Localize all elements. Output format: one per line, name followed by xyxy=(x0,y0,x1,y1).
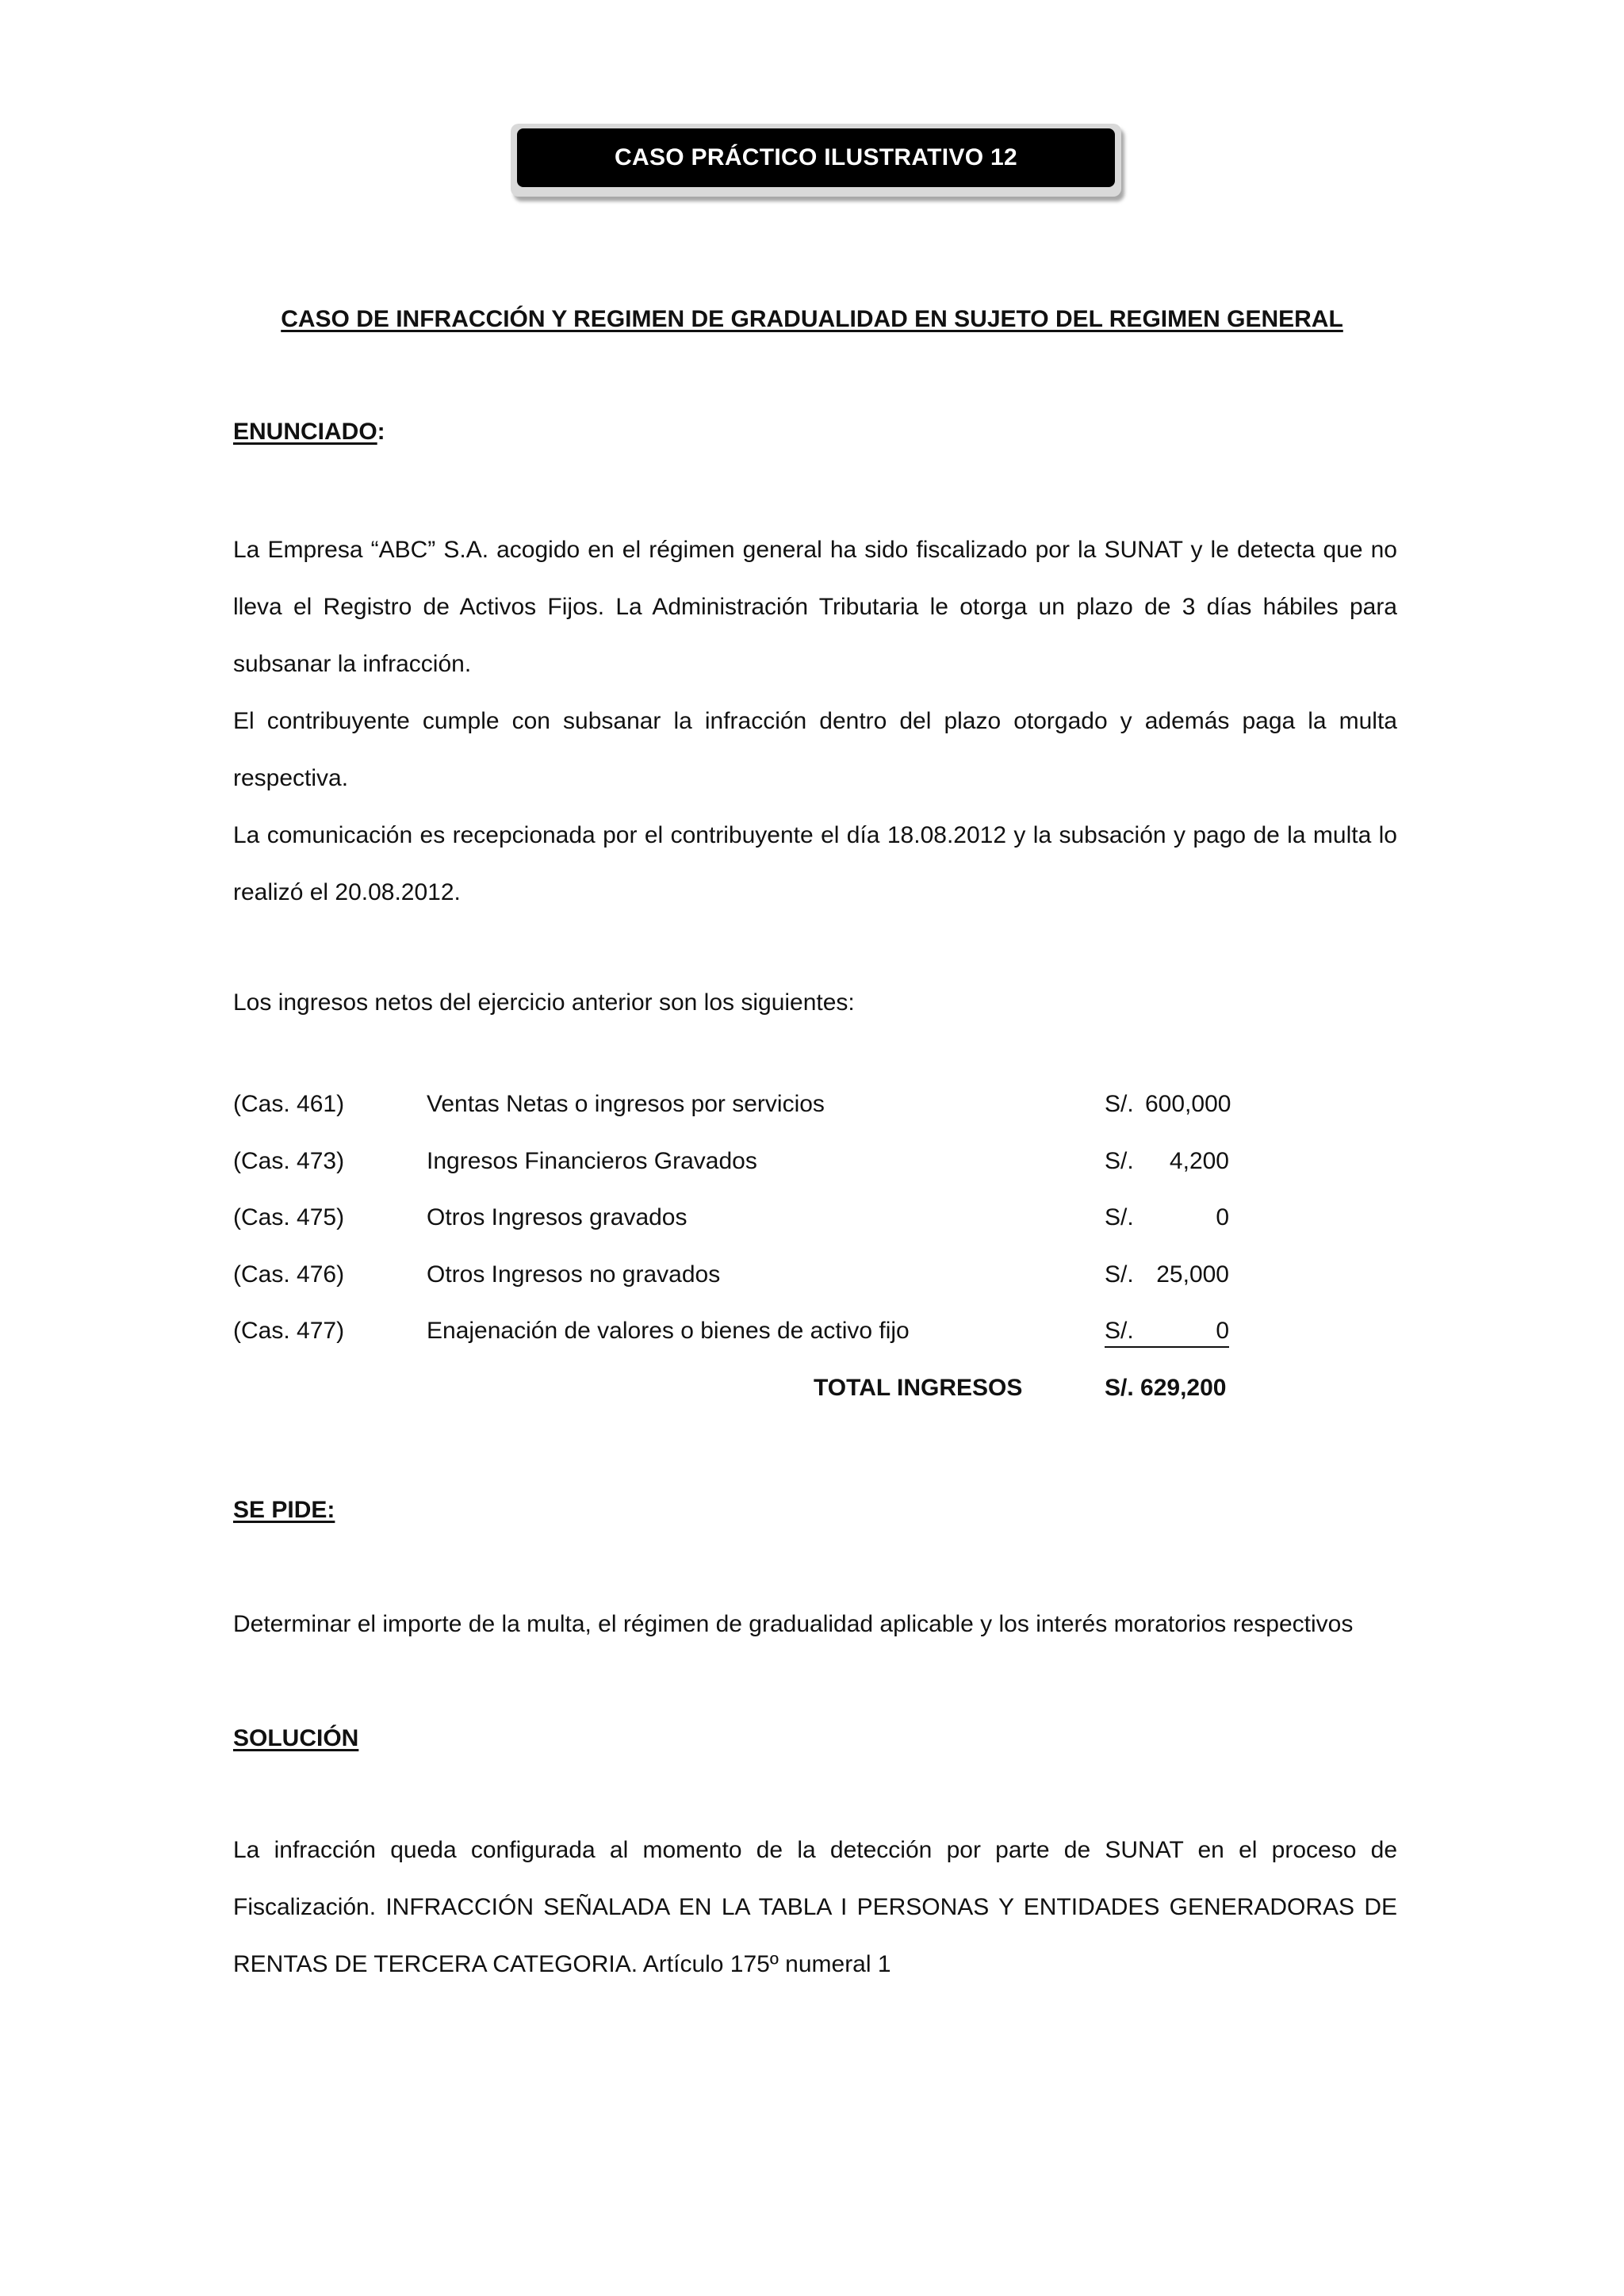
se-pide-text: Determinar el importe de la multa, el régimen de gradualidad aplicable y los interés moratorios respectivos xyxy=(233,1611,1354,1637)
case-banner xyxy=(511,124,1121,197)
row-description: Ventas Netas o ingresos por servicios xyxy=(427,1091,825,1117)
row-description: Otros Ingresos gravados xyxy=(427,1204,688,1230)
enunciado-heading xyxy=(233,419,385,446)
row-code: (Cas. 475) xyxy=(233,1204,345,1230)
income-table xyxy=(233,1091,1264,1431)
row-description: Ingresos Financieros Gravados xyxy=(427,1147,757,1174)
row-description: Enajenación de valores o bienes de activo fijo xyxy=(427,1318,910,1344)
row-amount: 0 xyxy=(1216,1318,1229,1344)
row-amount: 4,200 xyxy=(1169,1147,1229,1174)
row-code: (Cas. 473) xyxy=(233,1147,345,1174)
table-row xyxy=(233,1261,1264,1318)
row-code: (Cas. 477) xyxy=(233,1318,345,1344)
enunciado-paragraph-1: La Empresa “ABC” S.A. acogido en el régimen general ha sido fiscalizado por la SUNAT y le detecta que no lleva el Registro de Activos Fijos. La Administración Tributaria le otorga un plazo de 3 días hábiles para subsanar la infracción. xyxy=(233,537,1397,677)
row-code: (Cas. 476) xyxy=(233,1261,345,1288)
solucion-heading xyxy=(233,1725,358,1752)
enunciado-paragraph-2: El contribuyente cumple con subsanar la infracción dentro del plazo otorgado y además paga la multa respectiva. xyxy=(233,708,1397,791)
row-amount: 600,000 xyxy=(1145,1091,1231,1117)
table-total-row xyxy=(233,1375,1264,1432)
solucion-paragraph xyxy=(233,1822,1397,1993)
row-code: (Cas. 461) xyxy=(233,1091,345,1117)
row-currency: S/. xyxy=(1105,1091,1134,1117)
enunciado-paragraph-3: La comunicación es recepcionada por el contribuyente el día 18.08.2012 y la subsación y pago de la multa lo realizó el 20.08.2012. xyxy=(233,822,1397,905)
enunciado-heading-text: ENUNCIADO xyxy=(233,419,377,445)
se-pide-heading-text: SE PIDE: xyxy=(233,1497,335,1523)
row-currency: S/. xyxy=(1105,1261,1134,1288)
row-amount: 25,000 xyxy=(1156,1261,1229,1288)
row-currency: S/. xyxy=(1105,1204,1134,1230)
document-title: CASO DE INFRACCIÓN Y REGIMEN DE GRADUALIDAD EN SUJETO DEL REGIMEN GENERAL xyxy=(281,306,1343,332)
table-row xyxy=(233,1148,1264,1205)
solucion-text: La infracción queda configurada al momento de la detección por parte de SUNAT en el proceso de Fiscalización. INFRACCIÓN SEÑALADA EN LA TABLA I PERSONAS Y ENTIDADES GENERADORAS DE RENTAS DE TERCERA CATEGORIA. Artículo 175º numeral 1 xyxy=(233,1837,1397,1977)
total-label: TOTAL INGRESOS xyxy=(814,1374,1023,1401)
case-banner-label: CASO PRÁCTICO ILUSTRATIVO 12 xyxy=(517,128,1115,187)
row-currency: S/. xyxy=(1105,1147,1134,1174)
row-currency: S/. xyxy=(1105,1318,1134,1344)
solucion-heading-text: SOLUCIÓN xyxy=(233,1725,359,1751)
row-description: Otros Ingresos no gravados xyxy=(427,1261,721,1288)
enunciado-heading-colon: : xyxy=(377,419,385,445)
se-pide-heading xyxy=(233,1497,335,1524)
table-row xyxy=(233,1091,1264,1148)
row-amount: 0 xyxy=(1216,1204,1229,1230)
enunciado-paragraphs xyxy=(233,522,1397,921)
total-value: S/. 629,200 xyxy=(1105,1374,1227,1401)
table-row xyxy=(233,1204,1264,1261)
table-row xyxy=(233,1318,1264,1375)
income-intro: Los ingresos netos del ejercicio anterior son los siguientes: xyxy=(233,989,855,1016)
